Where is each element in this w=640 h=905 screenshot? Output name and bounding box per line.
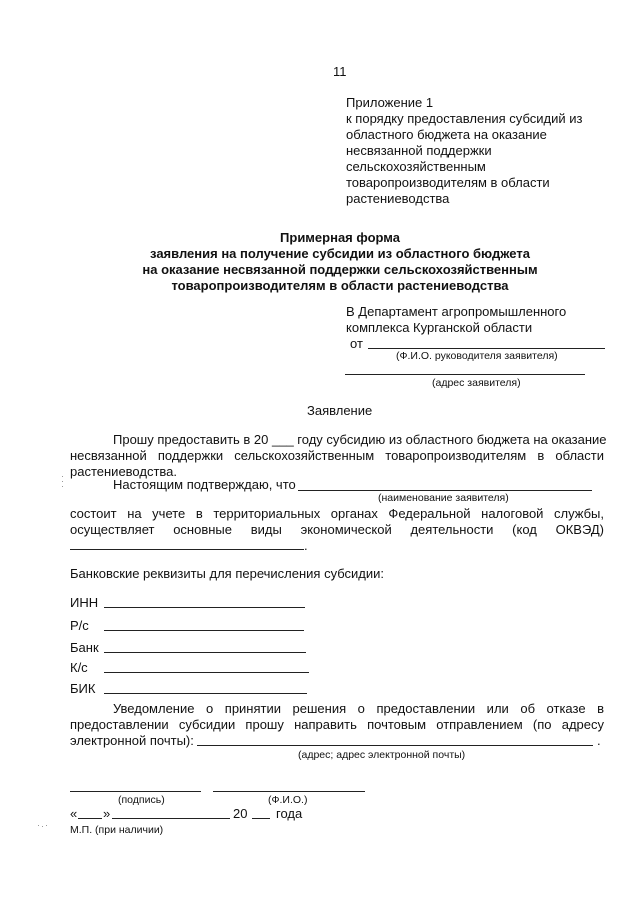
scan-speck [42,826,43,827]
notice-text: . [597,733,601,748]
addressee-line: В Департамент агропромышленного [346,304,567,319]
statement-title: Заявление [307,403,373,418]
scan-speck [38,825,39,826]
body-text: Настоящим подтверждаю, что [113,477,296,492]
notice-text: предоставлении субсидии прошу направить почтовым отправлением (по адресу [70,717,604,732]
date-quote-close: » [103,806,111,821]
signature-caption: (подпись) [118,794,165,806]
form-heading: Примерная форма [280,230,400,245]
page-number: 11 [333,64,347,79]
date-year-prefix: 20 [233,806,248,821]
bank-title: Банковские реквизиты для перечисления субсидии: [70,566,384,581]
body-text: состоит на учете в территориальных органах Федеральной налоговой службы, [70,506,604,521]
date-year-field[interactable] [252,818,270,819]
notice-caption: (адрес; адрес электронной почты) [298,749,466,761]
bank-field-label: ИНН [70,595,99,610]
applicant-name-caption: (Ф.И.О. руководителя заявителя) [396,350,558,362]
notice-text: Уведомление о принятии решения о предоставлении или об отказе в [113,701,604,716]
date-month-field[interactable] [112,818,230,819]
body-text: Прошу предоставить в 20 ___ году субсидию из областного бюджета на оказание [113,432,607,447]
bank-field-label: Банк [70,640,99,655]
notice-text: электронной почты): [70,733,194,748]
signature-field[interactable] [70,791,201,792]
notice-address-field[interactable] [197,745,593,746]
addressee-line: комплекса Курганской области [346,320,533,335]
account-field[interactable] [104,630,304,631]
appendix-line: несвязанной поддержки [346,143,492,158]
applicant-address-field[interactable] [345,374,585,375]
date-day-field[interactable] [78,818,102,819]
date-quote-open: « [70,806,78,821]
appendix-line: к порядку предоставления субсидий из [346,111,583,126]
applicant-address-caption: (адрес заявителя) [432,377,521,389]
from-label: от [350,336,363,351]
bank-name-field[interactable] [104,652,306,653]
bank-field-label: Р/с [70,618,89,633]
appendix-line: товаропроизводителям в области [346,175,550,190]
date-year-suffix: года [276,806,303,821]
form-heading: на оказание несвязанной поддержки сельскохозяйственным [142,262,538,277]
scan-speck [62,481,63,482]
appendix-title: Приложение 1 [346,95,434,110]
applicant-name-field[interactable] [368,348,605,349]
inn-field[interactable] [104,607,305,608]
body-text: растениеводства. [70,464,178,479]
body-text: . [304,538,308,553]
form-heading: заявления на получение субсидии из областного бюджета [150,246,530,261]
appendix-line: сельскохозяйственным [346,159,486,174]
appendix-line: областного бюджета на оказание [346,127,547,142]
form-heading: товаропроизводителям в области растениеводства [171,278,509,293]
bank-field-label: К/с [70,660,88,675]
applicant-org-caption: (наименование заявителя) [378,492,509,504]
corr-account-field[interactable] [104,672,309,673]
bik-field[interactable] [104,693,307,694]
signer-name-field[interactable] [213,791,365,792]
scan-speck [62,476,63,477]
signer-name-caption: (Ф.И.О.) [268,794,308,806]
appendix-line: растениеводства [346,191,450,206]
bank-field-label: БИК [70,681,96,696]
scan-speck [46,825,47,826]
body-text: осуществляет основные виды экономической деятельности (код ОКВЭД) [70,522,604,537]
scan-speck [62,486,63,487]
stamp-note: М.П. (при наличии) [70,824,164,836]
body-text: несвязанной поддержки сельскохозяйственным товаропроизводителям в области [70,448,604,463]
okved-field[interactable] [70,549,304,550]
applicant-org-field[interactable] [298,490,592,491]
